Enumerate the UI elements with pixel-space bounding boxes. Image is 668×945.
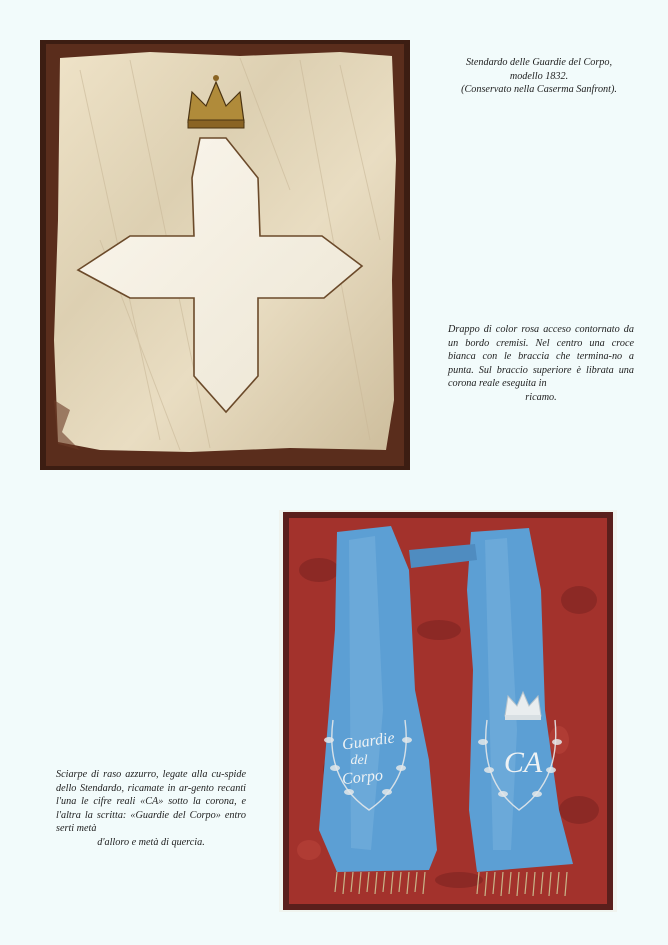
sash-embroidery-line-2: del bbox=[350, 753, 368, 768]
sash-embroidery-line-1: Guardie bbox=[341, 729, 396, 754]
caption-line-model: modello 1832. bbox=[509, 70, 569, 82]
flag-description bbox=[448, 323, 634, 404]
standard-caption bbox=[430, 56, 648, 97]
sashes-description-text: Sciarpe di raso azzurro, legate alla cu-spide dello Stendardo, ricamate in ar-gento recanti l'una le cifre reali «CA» sotto la corona, e l'altra la scritta: «Guardie del Corpo» entro serti metà bbox=[56, 769, 246, 834]
caption-line-location: (Conservato nella Caserma Sanfront). bbox=[461, 84, 617, 95]
sashes-description bbox=[56, 768, 246, 849]
sashes-photo bbox=[279, 510, 617, 912]
sashes-description-last-line: d'alloro e metà di quercia. bbox=[97, 836, 205, 848]
standard-photo bbox=[40, 40, 410, 470]
sash-monogram: CA bbox=[503, 746, 543, 779]
flag-description-last-line: ricamo. bbox=[525, 391, 557, 403]
caption-line-title: Stendardo delle Guardie del Corpo, bbox=[465, 57, 613, 68]
flag-description-text: Drappo di color rosa acceso contornato da un bordo cremisi. Nel centro una croce bianca con le braccia che termina-no a punta. Sul braccio superiore è librata una corona reale eseguita in bbox=[448, 324, 634, 389]
sash-embroidery-line-3: Corpo bbox=[341, 766, 384, 789]
